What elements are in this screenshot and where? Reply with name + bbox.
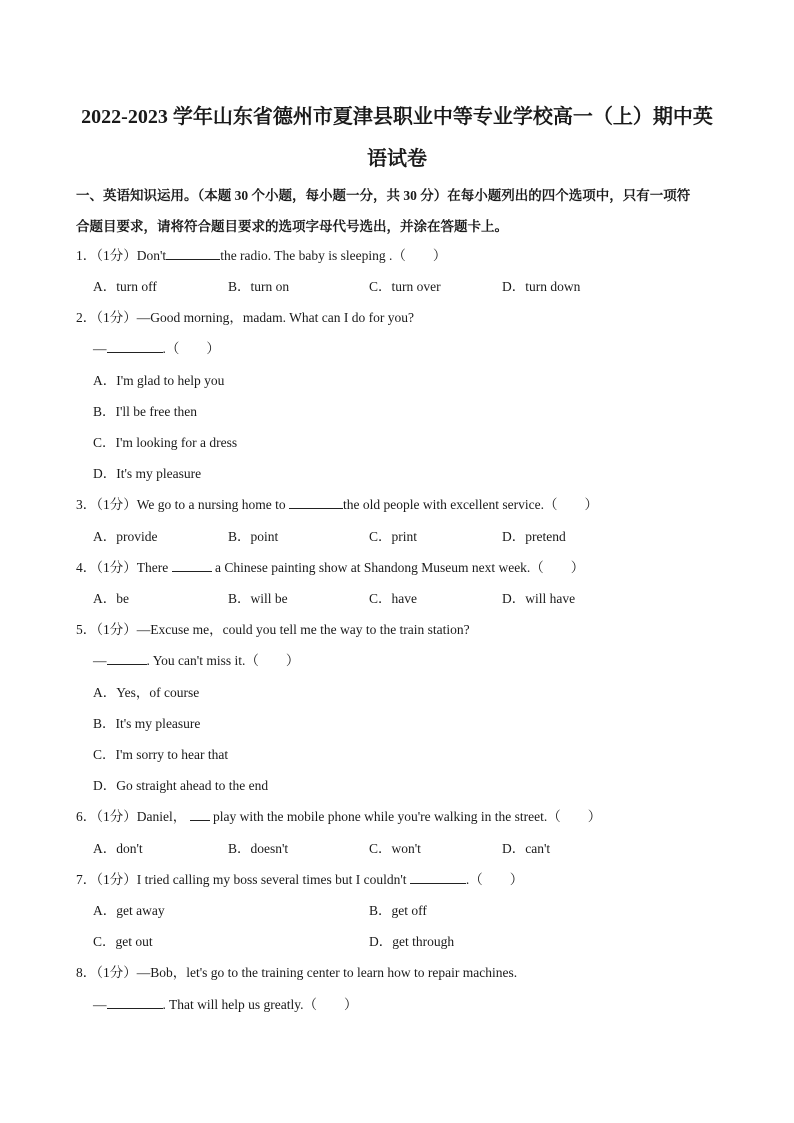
option-b: B．doesn't — [228, 841, 289, 856]
option-a: A．don't — [93, 841, 143, 856]
question-text: . That will help us greatly.（ ） — [162, 997, 358, 1012]
answer-blank — [289, 496, 343, 509]
dialog-dash: — — [93, 997, 107, 1012]
question-text: a Chinese painting show at Shandong Museum next week.（ ） — [214, 560, 585, 575]
question-text: the old people with excellent service.（ ） — [343, 497, 598, 512]
option-d: D．get through — [369, 934, 455, 949]
section-instructions — [76, 180, 726, 242]
option-d: D．Go straight ahead to the end — [93, 778, 269, 793]
question-8: 8．（1分）—Bob，let's go to the training center to learn how to repair machines. — [76, 965, 518, 980]
question-1 — [76, 247, 446, 265]
option-a: A．Yes，of course — [93, 685, 200, 700]
option-b: B．point — [228, 529, 279, 544]
dialog-dash: — — [93, 653, 107, 668]
option-b: B．get off — [369, 903, 427, 918]
option-d: D．will have — [502, 591, 576, 606]
question-text: .（ ） — [465, 872, 524, 887]
option-d: D．pretend — [502, 529, 566, 544]
question-number: 6．（1分） — [76, 809, 137, 824]
question-number: 3．（1分） — [76, 497, 137, 512]
option-c: C．turn over — [369, 279, 441, 294]
option-c: C．I'm looking for a dress — [93, 435, 238, 450]
question-text: the radio. The baby is sleeping .（ ） — [220, 248, 447, 263]
question-number: 4．（1分） — [76, 560, 137, 575]
title-line-2: 语试卷 — [367, 148, 427, 170]
answer-blank — [190, 808, 210, 821]
question-number: 1．（1分） — [76, 248, 137, 263]
question-3 — [76, 496, 598, 514]
option-c: C．won't — [369, 841, 421, 856]
option-a: A．provide — [93, 529, 158, 544]
option-c: C．I'm sorry to hear that — [93, 747, 229, 762]
option-a: A．be — [93, 591, 129, 606]
answer-blank — [107, 996, 163, 1009]
option-b: B．turn on — [228, 279, 290, 294]
question-number: 7．（1分） — [76, 872, 137, 887]
question-text: There — [136, 560, 169, 575]
option-d: D．turn down — [502, 279, 581, 294]
question-text: .（ ） — [162, 341, 220, 356]
title-line-1: 2022-2023 学年山东省德州市夏津县职业中等专业学校高一（上）期中英 — [81, 106, 713, 128]
option-d: D．It's my pleasure — [93, 466, 202, 481]
option-b: B．will be — [228, 591, 288, 606]
option-a: A．turn off — [93, 279, 157, 294]
question-5: 5．（1分）—Excuse me，could you tell me the way to the train station? — [76, 622, 470, 637]
answer-blank — [107, 340, 163, 353]
section-line-2: 合题目要求，请将符合题目要求的选项字母代号选出，并涂在答题卡上。 — [76, 219, 508, 234]
option-a: A．I'm glad to help you — [93, 373, 225, 388]
section-line-1: 一、英语知识运用。（本题 30 个小题，每小题一分，共 30 分）在每小题列出的四个选项中，只有一项符 — [76, 188, 691, 203]
question-text: . You can't miss it.（ ） — [146, 653, 300, 668]
option-a: A．get away — [93, 903, 165, 918]
question-6 — [76, 808, 601, 826]
question-7 — [76, 871, 523, 889]
question-5-reply — [93, 652, 299, 670]
answer-blank — [172, 559, 212, 572]
question-text: We go to a nursing home to — [136, 497, 286, 512]
question-2-reply — [93, 340, 220, 358]
question-text: Don't — [136, 248, 167, 263]
option-b: B．I'll be free then — [93, 404, 198, 419]
answer-blank — [166, 247, 220, 260]
question-text: play with the mobile phone while you're walking in the street.（ ） — [213, 809, 602, 824]
option-c: C．have — [369, 591, 417, 606]
question-8-reply — [93, 996, 357, 1014]
option-d: D．can't — [502, 841, 551, 856]
question-text: I tried calling my boss several times but I couldn't — [136, 872, 407, 887]
option-c: C．get out — [93, 934, 153, 949]
answer-blank — [410, 871, 466, 884]
exam-title — [60, 97, 734, 179]
option-c: C．print — [369, 529, 418, 544]
question-text: Daniel， — [136, 809, 187, 824]
question-4 — [76, 559, 584, 577]
question-2: 2．（1分）—Good morning，madam. What can I do for you? — [76, 310, 414, 325]
answer-blank — [107, 652, 147, 665]
dialog-dash: — — [93, 341, 107, 356]
option-b: B．It's my pleasure — [93, 716, 201, 731]
